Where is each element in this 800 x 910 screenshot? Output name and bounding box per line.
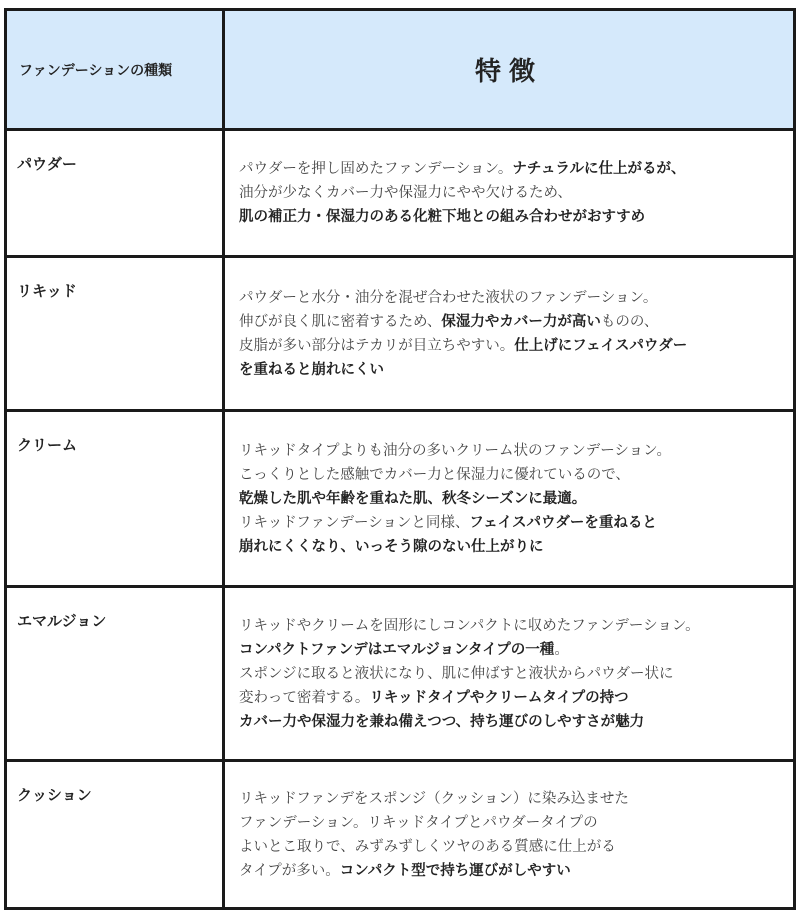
description-line bbox=[239, 511, 783, 535]
type-description bbox=[224, 411, 795, 587]
foundation-table bbox=[4, 8, 796, 910]
table-row bbox=[6, 761, 795, 909]
body-text: 変わって密着する。 bbox=[239, 689, 370, 706]
type-description bbox=[224, 761, 795, 909]
description-line bbox=[239, 463, 783, 487]
highlight-text: 乾燥した肌や年齢を重ねた肌、秋冬シーズンに最適。 bbox=[239, 490, 587, 507]
body-text: ファンデーション。リキッドタイプとパウダータイプの bbox=[239, 814, 598, 831]
type-name: パウダー bbox=[6, 130, 224, 257]
table-row bbox=[6, 411, 795, 587]
type-description bbox=[224, 257, 795, 411]
description-line bbox=[239, 686, 783, 710]
body-text: 油分が少なくカバー力や保湿力にやや欠けるため、 bbox=[239, 185, 572, 201]
highlight-text: コンパクトファンデはエマルジョンタイプの一種 bbox=[239, 641, 555, 658]
highlight-text: 仕上げにフェイスパウダー bbox=[514, 337, 688, 354]
body-text: よいとこ取りで、みずみずしくツヤのある質感に仕上がる bbox=[239, 838, 616, 855]
highlight-text: コンパクト型で持ち運びがしやすい bbox=[339, 862, 571, 879]
type-name: クッション bbox=[6, 761, 224, 909]
highlight-text: を重ねると崩れにくい bbox=[239, 361, 384, 378]
description-line bbox=[239, 286, 783, 310]
header-kind: ファンデーションの種類 bbox=[6, 10, 224, 130]
description-line bbox=[239, 157, 783, 181]
body-text: リキッドファンデーションと同様、 bbox=[239, 514, 470, 531]
table-row bbox=[6, 130, 795, 257]
type-description bbox=[224, 130, 795, 257]
description-line bbox=[239, 787, 783, 811]
header-row bbox=[6, 10, 795, 130]
header-feature: 特徴 bbox=[224, 10, 795, 130]
body-text: 伸びが良く肌に密着するため、 bbox=[239, 313, 442, 330]
highlight-text: ナチュラルに仕上がるが、 bbox=[512, 161, 686, 177]
description-line bbox=[239, 205, 783, 229]
description-line bbox=[239, 310, 783, 334]
body-text: ものの、 bbox=[600, 313, 659, 330]
body-text: タイプが多い。 bbox=[239, 862, 340, 879]
description-line bbox=[239, 334, 783, 358]
description-line bbox=[239, 859, 783, 883]
description-line bbox=[239, 835, 783, 859]
highlight-text: リキッドタイプやクリームタイプの持つ bbox=[369, 689, 629, 706]
type-name: クリーム bbox=[6, 411, 224, 587]
description-line bbox=[239, 710, 783, 734]
description-line bbox=[239, 811, 783, 835]
body-text: スポンジに取ると液状になり、肌に伸ばすと液状からパウダー状に bbox=[239, 665, 674, 682]
body-text: 皮脂が多い部分はテカリが目立ちやすい。 bbox=[239, 337, 515, 354]
type-description bbox=[224, 587, 795, 761]
body-text: リキッドやクリームを固形にしコンパクトに収めたファンデーション。 bbox=[239, 617, 700, 634]
body-text: リキッドタイプよりも油分の多いクリーム状のファンデーション。 bbox=[239, 442, 671, 459]
highlight-text: カバー力や保湿力を兼ね備えつつ、持ち運びのしやすさが魅力 bbox=[239, 713, 645, 730]
body-text: パウダーを押し固めたファンデーション。 bbox=[239, 161, 513, 177]
body-text: こっくりとした感触でカバー力と保湿力に優れているので、 bbox=[239, 466, 630, 483]
description-line bbox=[239, 614, 783, 638]
highlight-text: 肌の補正力・保湿力のある化粧下地との組み合わせがおすすめ bbox=[239, 209, 646, 225]
table-row bbox=[6, 587, 795, 761]
body-text: パウダーと水分・油分を混ぜ合わせた液状のファンデーション。 bbox=[239, 289, 658, 306]
type-name: エマルジョン bbox=[6, 587, 224, 761]
body-text: リキッドファンデをスポンジ（クッション）に染み込ませた bbox=[239, 790, 629, 807]
highlight-text: 崩れにくくなり、いっそう隙のない仕上がりに bbox=[239, 538, 544, 555]
description-line bbox=[239, 181, 783, 205]
description-line bbox=[239, 487, 783, 511]
table-row bbox=[6, 257, 795, 411]
description-line bbox=[239, 358, 783, 382]
type-name: リキッド bbox=[6, 257, 224, 411]
description-line bbox=[239, 662, 783, 686]
highlight-text: フェイスパウダーを重ねると bbox=[469, 514, 657, 531]
highlight-text: 保湿力やカバー力が高い bbox=[441, 313, 601, 330]
description-line bbox=[239, 439, 783, 463]
body-text: 。 bbox=[554, 641, 569, 658]
description-line bbox=[239, 535, 783, 559]
description-line bbox=[239, 638, 783, 662]
